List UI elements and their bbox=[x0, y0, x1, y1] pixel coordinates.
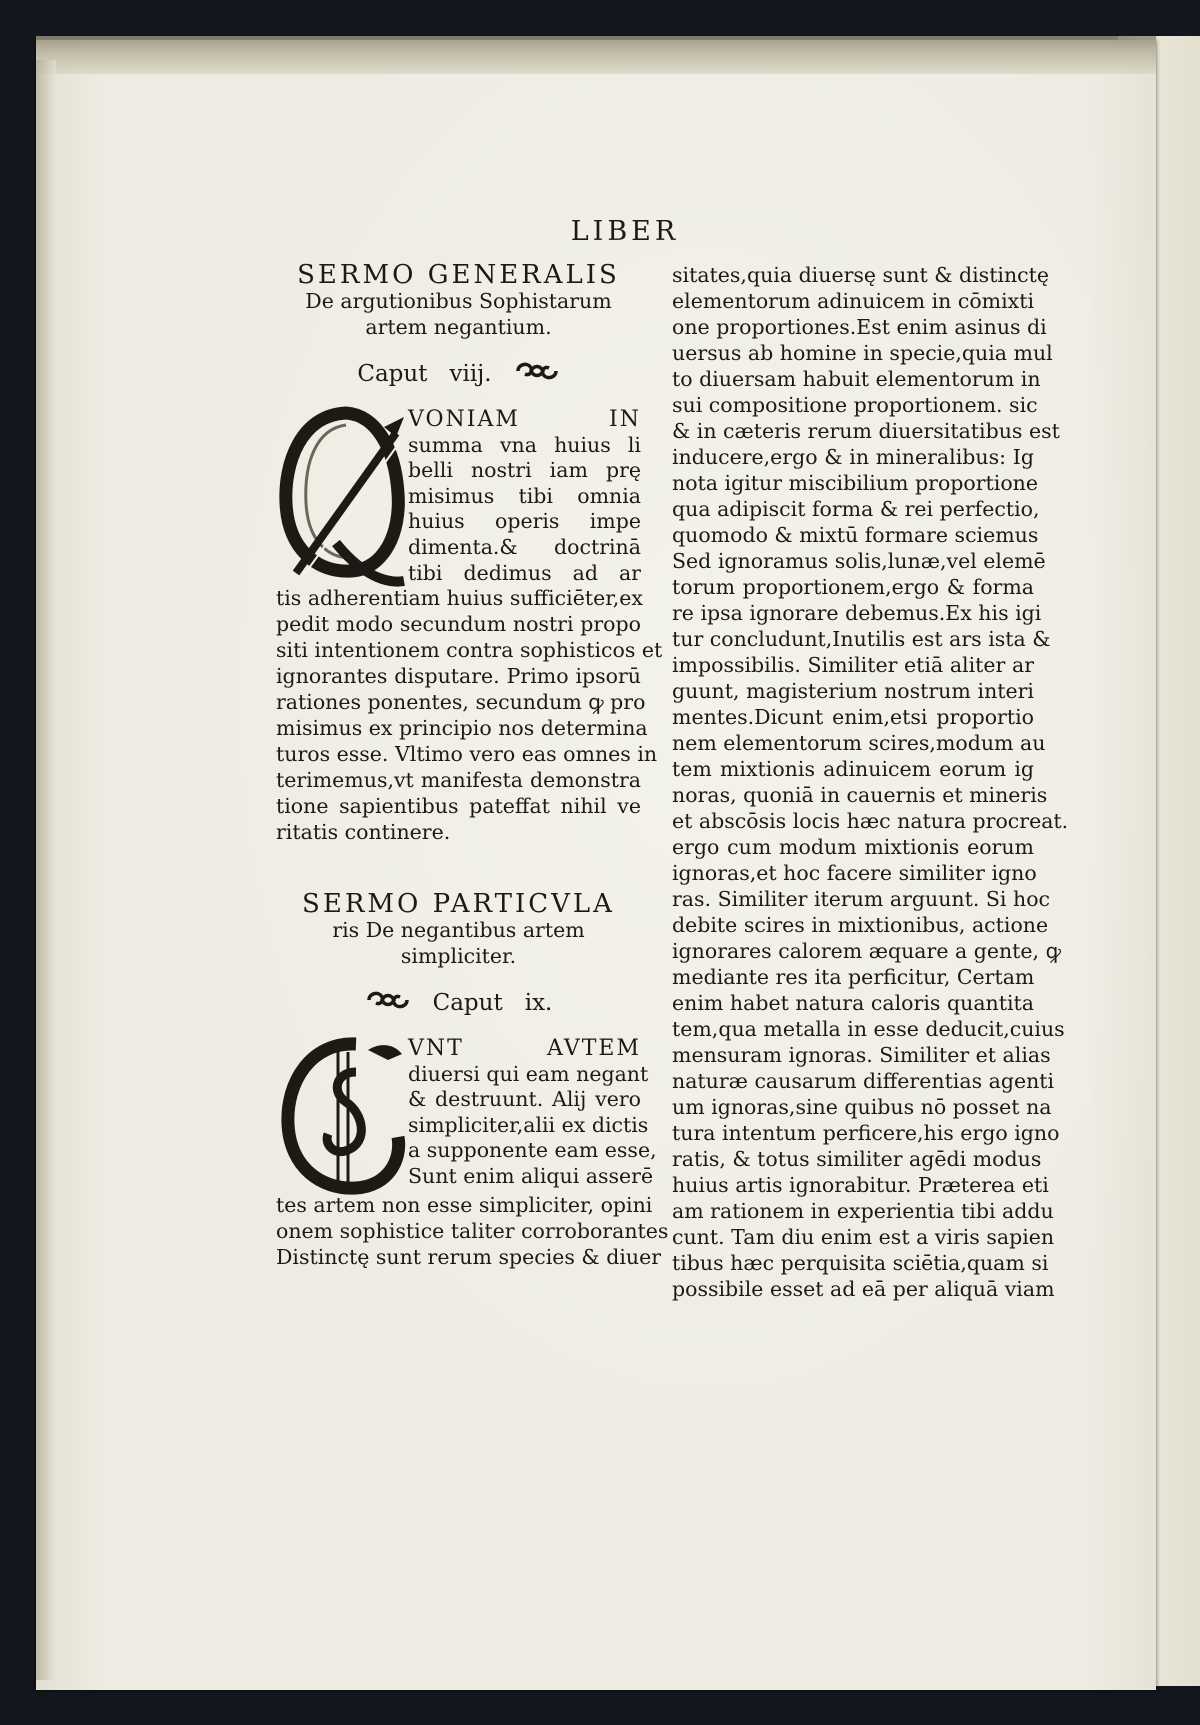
text-line: ignorares calorem æquare a gente, ꝙ bbox=[672, 939, 1061, 963]
text-line: cunt. Tam diu enim est a viris sapien bbox=[672, 1225, 1055, 1249]
text-line: naturæ causarum differentias agenti bbox=[672, 1069, 1055, 1093]
text-line: tem mixtionis adinuicem eorum ig bbox=[672, 757, 1034, 781]
text-line: qua adipiscit forma & rei perfectio, bbox=[672, 497, 1040, 521]
text-line: noras, quoniā in cauernis et mineris bbox=[672, 783, 1048, 807]
text-line: a supponente eam esse, bbox=[408, 1138, 657, 1163]
text-line: summa vna huius li bbox=[408, 432, 641, 457]
chapter-9-heading bbox=[276, 891, 641, 969]
text-line: huius operis impe bbox=[408, 509, 641, 534]
chapter-8-heading-line-3: artem negantium. bbox=[365, 315, 552, 339]
text-line: & destruunt. Alij vero bbox=[408, 1087, 641, 1112]
chapter-8-initial-lines bbox=[408, 407, 641, 586]
right-column bbox=[672, 262, 1069, 1302]
text-line: tibus hæc perquisita sciētia,quam si bbox=[672, 1251, 1049, 1275]
text-line: re ipsa ignorare debemus.Ex his igi bbox=[672, 601, 1042, 625]
chapter-8-heading-line-1: SERMO GENERALIS bbox=[297, 260, 620, 290]
text-line: turos esse. Vltimo vero eas omnes in bbox=[276, 742, 658, 766]
text-line: um ignoras,sine quibus nō posset na bbox=[672, 1095, 1052, 1119]
chapter-9-heading-line-1: SERMO PARTICVLA bbox=[302, 889, 615, 919]
text-line: sitates,quia diuersę sunt & distinctę bbox=[672, 263, 1050, 287]
text-line: sui compositione proportionem. sic bbox=[672, 393, 1038, 417]
text-line: pedit modo secundum nostri propo bbox=[276, 612, 641, 636]
text-line: VONIAM IN bbox=[408, 407, 641, 432]
text-line: impossibilis. Similiter etiā aliter ar bbox=[672, 653, 1034, 677]
chapter-8-body bbox=[276, 585, 663, 845]
text-line: inducere,ergo & in mineralibus: Ig bbox=[672, 445, 1034, 469]
text-line: possibile esset ad eā per aliquā viam bbox=[672, 1277, 1055, 1301]
text-line: ritatis continere. bbox=[276, 820, 451, 844]
page-left-edge bbox=[36, 60, 56, 1680]
text-line: & in cæteris rerum diuersitatibus est bbox=[672, 419, 1060, 443]
text-line: nem elementorum scires,modum au bbox=[672, 731, 1046, 755]
text-line: enim habet natura caloris quantita bbox=[672, 991, 1034, 1015]
text-line: simpliciter,alii ex dictis bbox=[408, 1112, 649, 1137]
text-line: tura intentum perficere,his ergo igno bbox=[672, 1121, 1060, 1145]
page-top-edge bbox=[36, 36, 1156, 74]
text-line: uersus ab homine in specie,quia mul bbox=[672, 341, 1053, 365]
text-line: torum proportionem,ergo & forma bbox=[672, 575, 1034, 599]
chapter-9-heading-line-3: simpliciter. bbox=[400, 944, 517, 968]
text-line: tione sapientibus pateffat nihil ve bbox=[276, 794, 641, 818]
chapter-9-caput-number: ix. bbox=[524, 989, 553, 1016]
text-line: rationes ponentes, secundum ꝙ pro bbox=[276, 690, 646, 714]
chapter-9-body bbox=[276, 1192, 669, 1270]
left-column bbox=[276, 260, 669, 1270]
fleuron-ornament-icon bbox=[514, 358, 560, 389]
chapter-8-caput-label: Caput bbox=[357, 360, 428, 387]
initial-q-woodcut bbox=[276, 403, 406, 588]
text-line: Distinctę sunt rerum species & diuer bbox=[276, 1245, 662, 1269]
text-line: et abscōsis locis hæc natura procreat. bbox=[672, 809, 1069, 833]
text-line: tur concludunt,Inutilis est ars ista & bbox=[672, 627, 1051, 651]
text-line: debite scires in mixtionibus, actione bbox=[672, 913, 1049, 937]
text-line: siti intentionem contra sophisticos et bbox=[276, 638, 663, 662]
text-line: elementorum adinuicem in cōmixti bbox=[672, 289, 1035, 313]
text-line: quomodo & mixtū formare sciemus bbox=[672, 523, 1039, 547]
text-line: mediante res ita perficitur, Certam bbox=[672, 965, 1035, 989]
text-line: huius artis ignorabitur. Præterea eti bbox=[672, 1173, 1049, 1197]
text-line: ras. Similiter iterum arguunt. Si hoc bbox=[672, 887, 1051, 911]
text-line: dimenta.& doctrinā bbox=[408, 534, 641, 559]
text-line: guunt, magisterium nostrum interi bbox=[672, 679, 1034, 703]
text-line: diuersi qui eam negant bbox=[408, 1061, 649, 1086]
chapter-8-caput bbox=[276, 358, 641, 389]
running-head: LIBER bbox=[570, 216, 680, 247]
text-line: tem,qua metalla in esse deducit,cuius bbox=[672, 1017, 1065, 1041]
text-line: misimus tibi omnia bbox=[408, 483, 641, 508]
text-line: ignoras,et hoc facere similiter igno bbox=[672, 861, 1037, 885]
fleuron-ornament-icon bbox=[365, 987, 411, 1018]
chapter-9-opening bbox=[276, 1032, 657, 1192]
chapter-8-heading-line-2: De argutionibus Sophistarum bbox=[305, 289, 612, 313]
text-line: terimemus,vt manifesta demonstra bbox=[276, 768, 641, 792]
text-line: misimus ex principio nos determina bbox=[276, 716, 648, 740]
chapter-9-caput-label: Caput bbox=[432, 989, 503, 1016]
initial-s-woodcut bbox=[276, 1032, 406, 1197]
text-line: tibi dedimus ad ar bbox=[408, 560, 641, 585]
text-line: Sed ignoramus solis,lunæ,vel elemē bbox=[672, 549, 1046, 573]
text-line: one proportiones.Est enim asinus di bbox=[672, 315, 1047, 339]
text-line: tis adherentiam huius sufficiēter,ex bbox=[276, 586, 643, 610]
text-line: ratis, & totus similiter agēdi modus bbox=[672, 1147, 1042, 1171]
text-line: onem sophistice taliter corroborantes bbox=[276, 1219, 669, 1243]
chapter-8-opening bbox=[276, 403, 641, 585]
text-line: am rationem in experientia tibi addu bbox=[672, 1199, 1054, 1223]
text-line: ergo cum modum mixtionis eorum bbox=[672, 835, 1034, 859]
text-line: belli nostri iam prę bbox=[408, 458, 641, 483]
text-line: tes artem non esse simpliciter, opini bbox=[276, 1193, 653, 1217]
text-line: VNT AVTEM bbox=[408, 1036, 641, 1061]
text-line: nota igitur miscibilium proportione bbox=[672, 471, 1039, 495]
chapter-9-initial-lines bbox=[408, 1036, 657, 1190]
text-line: Sunt enim aliqui asserē bbox=[408, 1163, 654, 1188]
text-line: to diuersam habuit elementorum in bbox=[672, 367, 1041, 391]
chapter-9-heading-line-2: ris De negantibus artem bbox=[332, 918, 585, 942]
text-line: ignorantes disputare. Primo ipsorū bbox=[276, 664, 641, 688]
chapter-8-caput-number: viij. bbox=[449, 360, 492, 387]
chapter-8-heading bbox=[276, 262, 641, 340]
text-line: mensuram ignoras. Similiter et alias bbox=[672, 1043, 1051, 1067]
text-line: mentes.Dicunt enim,etsi proportio bbox=[672, 705, 1034, 729]
chapter-9-caput bbox=[276, 987, 641, 1018]
